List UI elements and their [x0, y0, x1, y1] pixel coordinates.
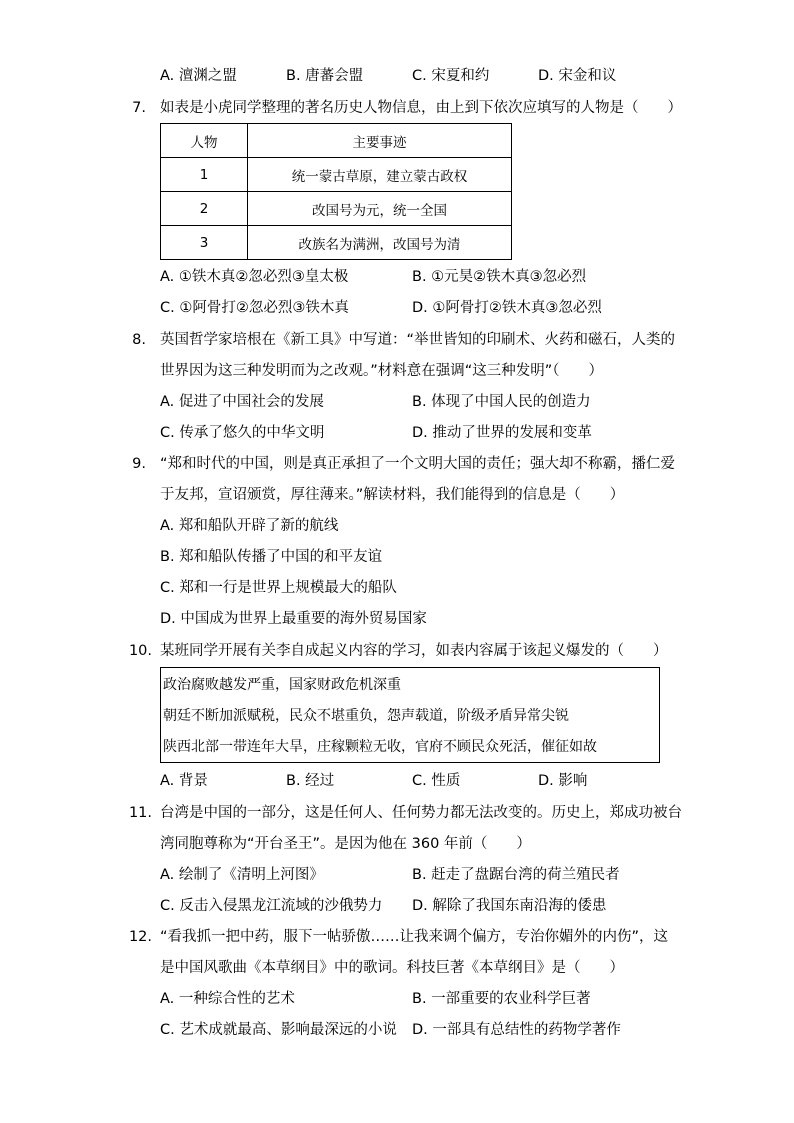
q7-option-c: C. ①阿骨打②忽必烈③铁木真 — [160, 300, 349, 316]
q8-option-b: B. 体现了中国人民的创造力 — [412, 394, 591, 410]
q7-number: 7. — [132, 100, 146, 116]
table-cell-deed: 改族名为满洲，改国号为清 — [248, 226, 512, 260]
q12-stem-line2: 是中国风歌曲《本草纲目》中的歌词。科技巨著《本草纲目》是（ ） — [160, 960, 624, 976]
table-row — [161, 158, 512, 192]
q10-option-a: A. 背景 — [160, 773, 208, 789]
q7-option-d: D. ①阿骨打②铁木真③忽必烈 — [412, 300, 602, 316]
table-header-person: 人物 — [161, 124, 248, 158]
table-header-deed: 主要事迹 — [248, 124, 512, 158]
table-cell-person: 1 — [161, 158, 248, 192]
q9-option-a: A. 郑和船队开辟了新的航线 — [160, 518, 339, 534]
q10-option-b: B. 经过 — [286, 773, 335, 789]
table-cell-person: 3 — [161, 226, 248, 260]
q8-stem-line2: 世界因为这三种发明而为之改观。”材料意在强调“这三种发明”（ ） — [160, 363, 604, 379]
q6-option-b: B. 唐蕃会盟 — [286, 68, 364, 84]
q12-option-b: B. 一部重要的农业科学巨著 — [412, 991, 591, 1007]
q10-option-c: C. 性质 — [412, 773, 461, 789]
q10-number: 10. — [128, 643, 152, 659]
q7-stem: 如表是小虎同学整理的著名历史人物信息，由上到下依次应填写的人物是（ ） — [160, 100, 682, 116]
table-cell-person: 2 — [161, 192, 248, 226]
q9-number: 9. — [132, 456, 146, 472]
q11-option-b: B. 赶走了盘踞台湾的荷兰殖民者 — [412, 867, 620, 883]
table-cell-deed: 统一蒙古草原，建立蒙古政权 — [248, 158, 512, 192]
q7-table — [160, 123, 512, 260]
table-cell-deed: 改国号为元，统一全国 — [248, 192, 512, 226]
q9-option-b: B. 郑和船队传播了中国的和平友谊 — [160, 549, 383, 565]
q6-option-c: C. 宋夏和约 — [412, 68, 490, 84]
q11-option-d: D. 解除了我国东南沿海的倭患 — [412, 898, 607, 914]
q8-option-d: D. 推动了世界的发展和变革 — [412, 425, 592, 441]
q9-option-c: C. 郑和一行是世界上规模最大的船队 — [160, 580, 397, 596]
q11-stem-line1: 台湾是中国的一部分，这是任何人、任何势力都无法改变的。历史上，郑成功被台 — [160, 805, 682, 821]
q8-number: 8. — [132, 332, 146, 348]
q12-number: 12. — [128, 929, 152, 945]
q8-option-a: A. 促进了中国社会的发展 — [160, 394, 324, 410]
q9-stem-line2: 于友邦，宣诏颁赏，厚往薄来。”解读材料，我们能得到的信息是（ ） — [160, 487, 625, 503]
q10-material-box — [160, 667, 660, 763]
q11-option-c: C. 反击入侵黑龙江流域的沙俄势力 — [160, 898, 383, 914]
table-row — [161, 226, 512, 260]
q11-stem-line2: 湾同胞尊称为“开台圣王”。是因为他在 360 年前（ ） — [160, 836, 531, 852]
q8-option-c: C. 传承了悠久的中华文明 — [160, 425, 325, 441]
q12-stem-line1: “看我抓一把中药，服下一帖骄傲……让我来调个偏方，专治你媚外的内伤”，这 — [160, 929, 669, 945]
q7-option-a: A. ①铁木真②忽必烈③皇太极 — [160, 269, 349, 285]
q10-option-d: D. 影响 — [538, 773, 588, 789]
table-row — [161, 192, 512, 226]
q6-option-a: A. 澶渊之盟 — [160, 68, 237, 84]
q12-option-a: A. 一种综合性的艺术 — [160, 991, 295, 1007]
q12-option-d: D. 一部具有总结性的药物学著作 — [412, 1022, 621, 1038]
q10-material-line: 朝廷不断加派赋税，民众不堪重负，怨声载道，阶级矛盾异常尖锐 — [163, 708, 569, 724]
q12-option-c: C. 艺术成就最高、影响最深远的小说 — [160, 1022, 397, 1038]
q10-material-line: 陕西北部一带连年大旱，庄稼颗粒无收，官府不顾民众死活，催征如故 — [163, 739, 597, 755]
table-header-row — [161, 124, 512, 158]
q8-stem-line1: 英国哲学家培根在《新工具》中写道：“举世皆知的印刷术、火药和磁石，人类的 — [160, 332, 676, 348]
q9-option-d: D. 中国成为世界上最重要的海外贸易国家 — [160, 611, 427, 627]
q10-material-line: 政治腐败越发严重，国家财政危机深重 — [163, 677, 401, 693]
q10-stem: 某班同学开展有关李自成起义内容的学习，如表内容属于该起义爆发的（ ） — [160, 643, 668, 659]
q6-option-d: D. 宋金和议 — [538, 68, 617, 84]
q11-option-a: A. 绘制了《清明上河图》 — [160, 867, 324, 883]
q7-option-b: B. ①元昊②铁木真③忽必烈 — [412, 269, 587, 285]
q9-stem-line1: “郑和时代的中国，则是真正承担了一个文明大国的责任；强大却不称霸，播仁爱 — [160, 456, 676, 472]
q11-number: 11. — [128, 805, 152, 821]
